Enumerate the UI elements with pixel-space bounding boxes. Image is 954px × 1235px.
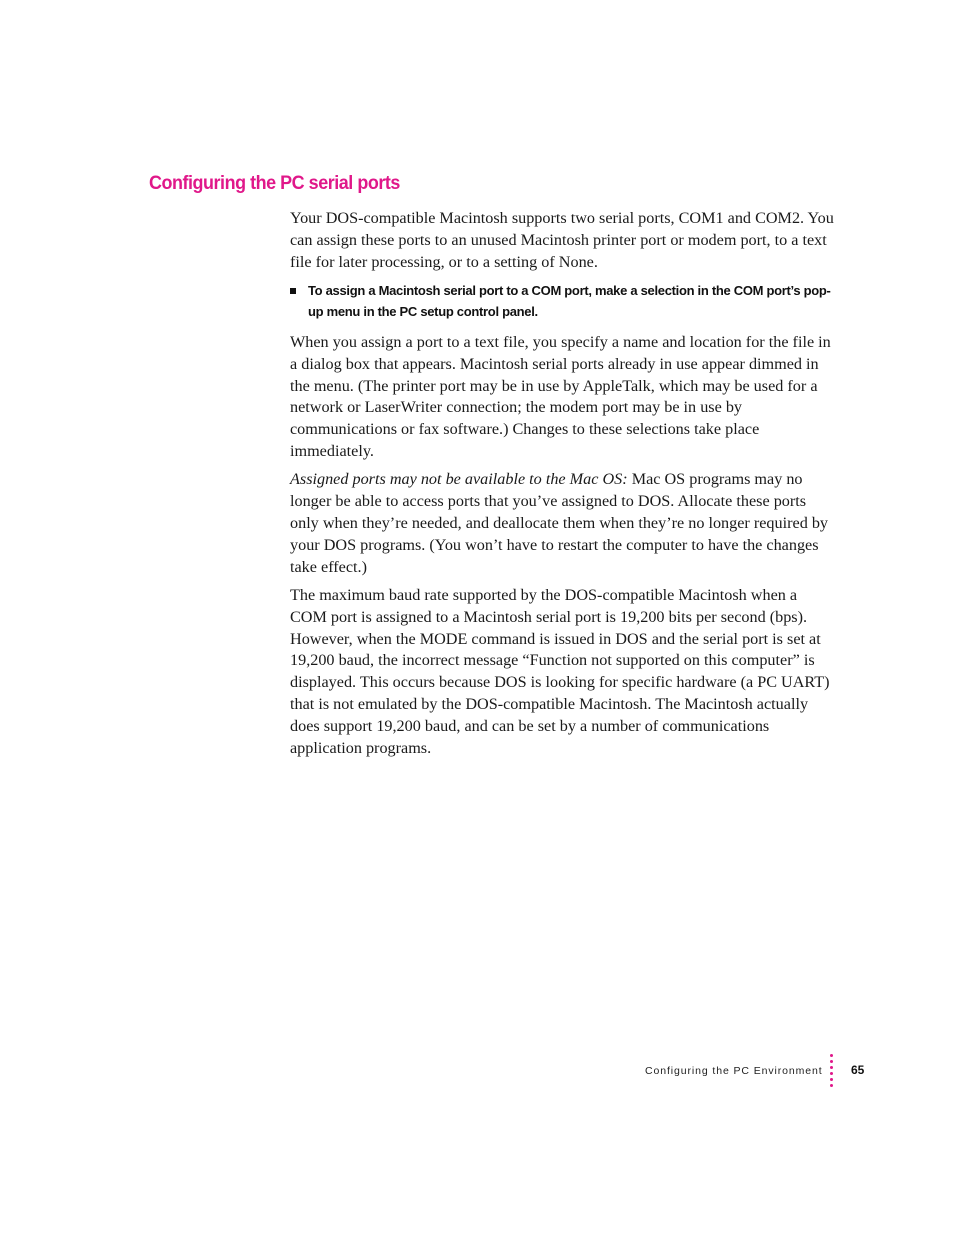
text-file-paragraph: When you assign a port to a text file, you specify a name and location for the file in a dialog box that appears. Macintosh serial ports already in use appear dimmed in the menu. (The printer port may be in use by AppleTalk, which may be used for a network or LaserWriter connection; the modem port may be in use by communications or fax software.) Changes to these selections take place immediately. bbox=[290, 332, 831, 461]
square-bullet-icon bbox=[290, 288, 296, 294]
note-paragraph bbox=[290, 469, 835, 579]
section-heading: Configuring the PC serial ports bbox=[149, 172, 400, 194]
instruction-bullet bbox=[290, 280, 835, 322]
running-footer-title: Configuring the PC Environment bbox=[645, 1065, 823, 1077]
instruction-text: To assign a Macintosh serial port to a COM port, make a selection in the COM port’s pop-up menu in the PC setup control panel. bbox=[308, 282, 831, 319]
footer-dot-divider bbox=[830, 1054, 834, 1094]
intro-paragraph: Your DOS-compatible Macintosh supports two serial ports, COM1 and COM2. You can assign these ports to an unused Macintosh printer port or modem port, to a text file for later processing, or to a setting of None. bbox=[290, 209, 834, 271]
body-column bbox=[290, 208, 835, 766]
page-number: 65 bbox=[851, 1063, 865, 1077]
note-body: Mac OS programs may no longer be able to access ports that you’ve assigned to DOS. Allocate these ports only when they’re needed, and deallocate them when they’re no longer required by your DOS programs. (You won’t have to restart the computer to have the changes take effect.) bbox=[290, 470, 829, 576]
note-lead-in: Assigned ports may not be available to the Mac OS: bbox=[290, 470, 628, 489]
baud-rate-paragraph: The maximum baud rate supported by the DOS-compatible Macintosh when a COM port is assigned to a Macintosh serial port is 19,200 bits per second (bps). However, when the MODE command is issued in DOS and the serial port is set at 19,200 baud, the incorrect message “Function not supported on this computer” is displayed. This occurs because DOS is looking for specific hardware (a PC UART) that is not emulated by the DOS-compatible Macintosh. The Macintosh actually does support 19,200 baud, and can be set by a number of communications application programs. bbox=[290, 585, 830, 758]
